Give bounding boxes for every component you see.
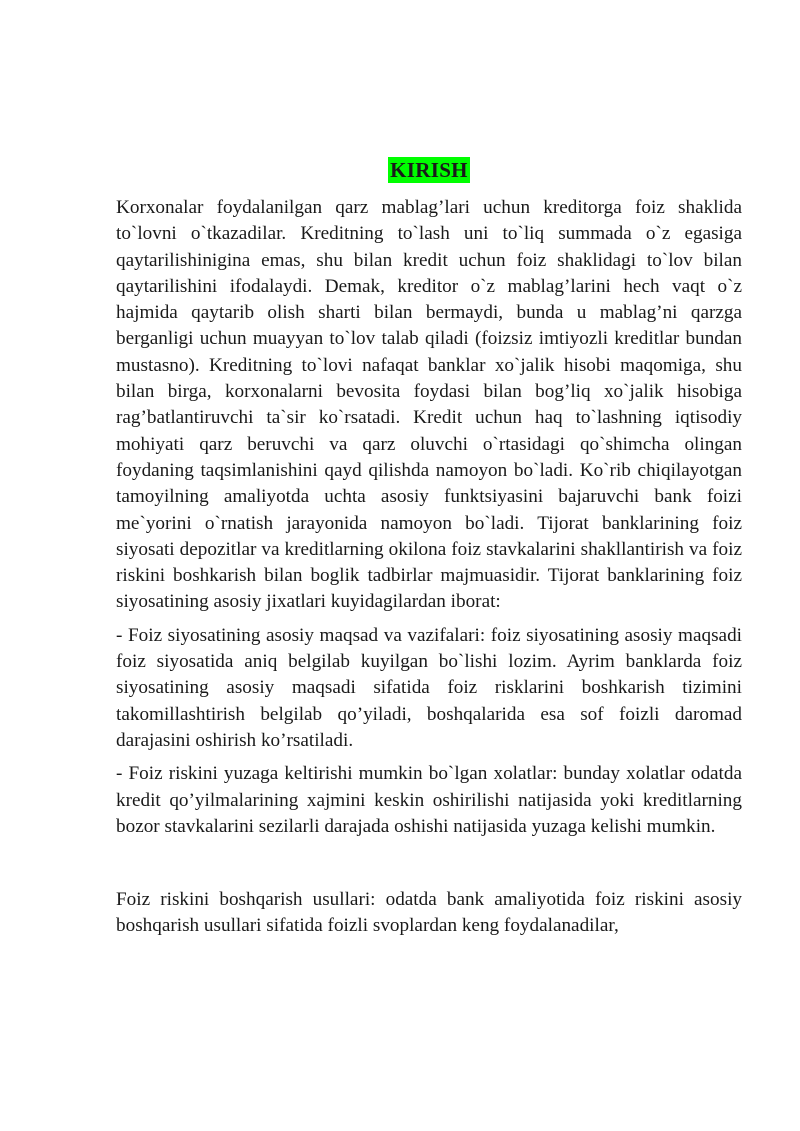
intro-paragraph: Korxonalar foydalanilgan qarz mablag’lari uchun kreditorga foiz shaklida to`lovni o`tkazadilar. Kreditning to`lash uni to`liq summada o`z egasiga qaytarilishinigina emas, shu bilan kredit uchun foiz shaklidagi to`lov bilan qaytarilishini ifodalaydi. Demak, kreditor o`z mablag’larini hech vaqt o`z hajmida qaytarib olish sharti bilan bermaydi, bunda u mablag’ni qarzga berganligi uchun muayyan to`lov talab qiladi (foizsiz imtiyozli kreditlar bundan mustasno). Kreditning to`lovi nafaqat banklar xo`jalik hisobi maqomiga, shu bilan birga, korxonalarni bevosita foydasi bilan bog’liq xo`jalik hisobiga rag’batlantiruvchi ta`sir ko`rsatadi. Kredit uchun haq to`lashning iqtisodiy mohiyati qarz beruvchi va qarz oluvchi o`rtasidagi qo`shimcha olingan foydaning taqsimlanishini qayd qilishda namoyon bo`ladi. Ko`rib chiqilayotgan tamoyilning amaliyotda uchta asosiy funktsiyasini bajaruvchi bank foizi me`yorini o`rnatish jarayonida namoyon bo`ladi. Tijorat banklarining foiz siyosati depozitlar va kreditlarning okilona foiz stavkalarini shakllantirish va foiz riskini boshkarish bilan boglik tadbirlar majmuasidir. Tijorat banklarining foiz siyosatining asosiy jixatlari kuyidagilardan iborat: [116,197,742,613]
page-title: KIRISH [390,158,468,182]
risk-management-paragraph: Foiz riskini boshqarish usullari: odatda bank amaliyotida foiz riskini asosiy boshqarish usullari sifatida foizli svoplardan keng foydalanadilar, [116,889,742,937]
document-page [116,157,742,940]
paragraph-gap [116,840,742,887]
list-item-goals: - Foiz siyosatining asosiy maqsad va vazifalari: foiz siyosatining asosiy maqsadi foiz siyosatida aniq belgilab kuyilgan bo`lishi lozim. Ayrim banklarda foiz siyosatining asosiy maqsadi sifatida foiz risklarini boshkarish tizimini takomillashtirish belgilab qo’yiladi, boshqalarida esa sof foizli daromad darajasini oshirish ko’rsatiladi. [116,624,742,751]
title-wrap [116,157,742,189]
list-item-risk-situations: - Foiz riskini yuzaga keltirishi mumkin bo`lgan xolatlar: bunday xolatlar odatda kredit qo’yilmalarining xajmini keskin oshirilishi natijasida yoki kreditlarning bozor stavkalarini sezilarli darajada oshishi natijasida yuzaga kelishi mumkin. [116,763,742,837]
